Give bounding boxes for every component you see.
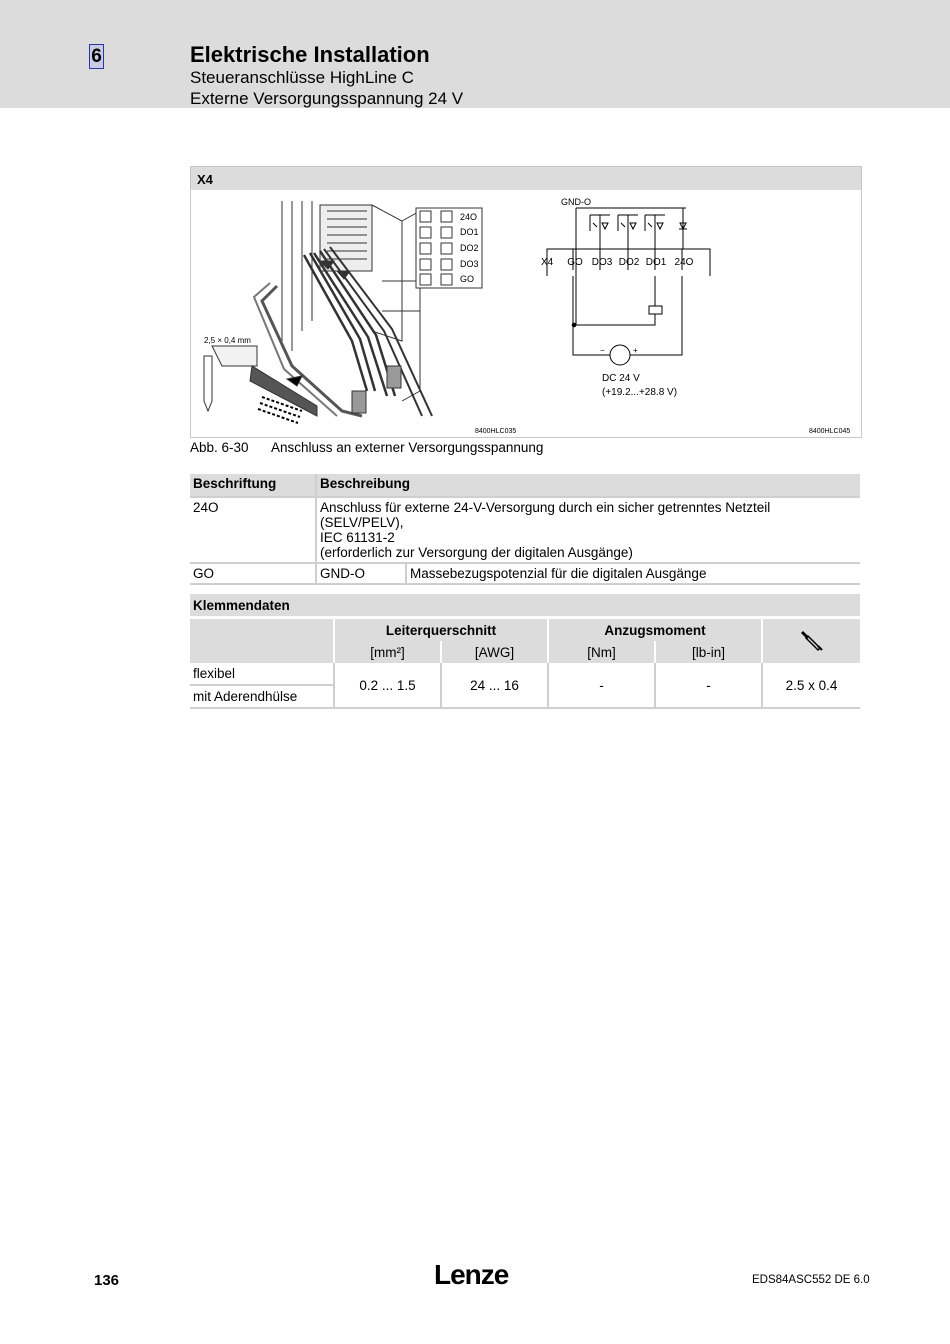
page-header [0,0,950,108]
right-figure-code: 8400HLC045 [809,428,851,435]
unit-awg: [AWG] [441,641,548,663]
column-header-description: Beschreibung [316,474,860,497]
source-minus-sign: − [600,346,605,355]
screwdriver-icon [800,628,824,652]
schematic-terminal-label: DO3 [591,257,613,268]
empty-header-cell [190,618,334,664]
schematic-terminal-label: DO2 [618,257,640,268]
row-description [316,497,860,563]
figure-box [190,166,862,438]
schematic-terminal-label: X4 [541,257,554,268]
group-header-conductor: Leiterquerschnitt [334,618,548,642]
subsection-subtitle: Externe Versorgungsspannung 24 V [190,89,464,108]
description-line: IEC 61131-2 [320,530,395,545]
unit-lb-in: [lb-in] [655,641,762,663]
chapter-number-badge[interactable]: 6 [89,44,104,69]
figure-header [191,167,861,190]
description-line: (erforderlich zur Versorgung der digitalen Ausgänge) [320,545,633,560]
schematic-terminal-label: GO [567,257,583,268]
value-lb-in: - [655,663,762,708]
row-description: Massebezugspotenzial für die digitalen Ausgänge [406,563,860,584]
table-title-row [190,594,860,618]
gnd-label: GND-O [561,197,591,207]
legend-terminal: DO3 [460,259,479,269]
left-figure-code: 8400HLC035 [475,428,517,435]
figure-drawing [192,191,860,436]
dc-voltage-label: DC 24 V [602,373,640,384]
value-nm: - [548,663,655,708]
row-label: GO [190,563,316,584]
unit-mm2: [mm²] [334,641,441,663]
figure-box-label: X4 [197,172,213,187]
section-subtitle: Steueranschlüsse HighLine C [190,68,414,87]
caption-number: Abb. 6-30 [190,440,249,455]
source-plus-sign: + [633,346,638,355]
terminal-data-table [190,594,860,709]
wiring-illustration [192,191,860,436]
table-title: Klemmendaten [190,594,860,618]
terminal-device-drawing [204,201,432,423]
description-line: Anschluss für externe 24-V-Versorgung durch ein sicher getrenntes Netzteil (SELV/PELV), [320,500,771,530]
schematic-terminal-label: DO1 [645,257,667,268]
table-header-row [190,474,860,497]
table-row [190,663,860,685]
value-awg: 24 ... 16 [441,663,548,708]
page-number: 136 [94,1272,120,1289]
tool-header-cell [762,618,860,664]
row-label-flexibel: flexibel [190,663,334,685]
group-header-torque: Anzugsmoment [548,618,762,642]
screwdriver-size-label: 2,5 × 0,4 mm [204,336,251,345]
caption-text: Anschluss an externer Versorgungsspannung [271,440,544,455]
value-tool-size: 2.5 x 0.4 [762,663,860,708]
unit-nm: [Nm] [548,641,655,663]
chapter-title: Elektrische Installation [190,42,430,67]
group-header-row [190,618,860,642]
legend-terminal: DO2 [460,243,479,253]
table-row [190,497,860,563]
table-row [190,563,860,584]
legend-terminal: GO [460,274,475,284]
circuit-schematic [547,208,710,365]
terminal-description-table [190,474,860,585]
lenze-logo: Lenze [434,1259,509,1290]
legend-terminal: DO1 [460,227,479,237]
column-header-label: Beschriftung [190,474,316,497]
dc-range-label: (+19.2...+28.8 V) [602,387,678,398]
row-label: 24O [190,497,316,563]
row-label-aderendhuelse: mit Aderendhülse [190,685,334,708]
row-sublabel: GND-O [316,563,406,584]
junction-dot [572,323,577,328]
schematic-terminal-label: 24O [674,257,694,268]
value-mm2: 0.2 ... 1.5 [334,663,441,708]
legend-terminal: 24O [460,212,478,222]
terminal-legend [416,208,482,288]
document-id: EDS84ASC552 DE 6.0 [752,1274,870,1286]
